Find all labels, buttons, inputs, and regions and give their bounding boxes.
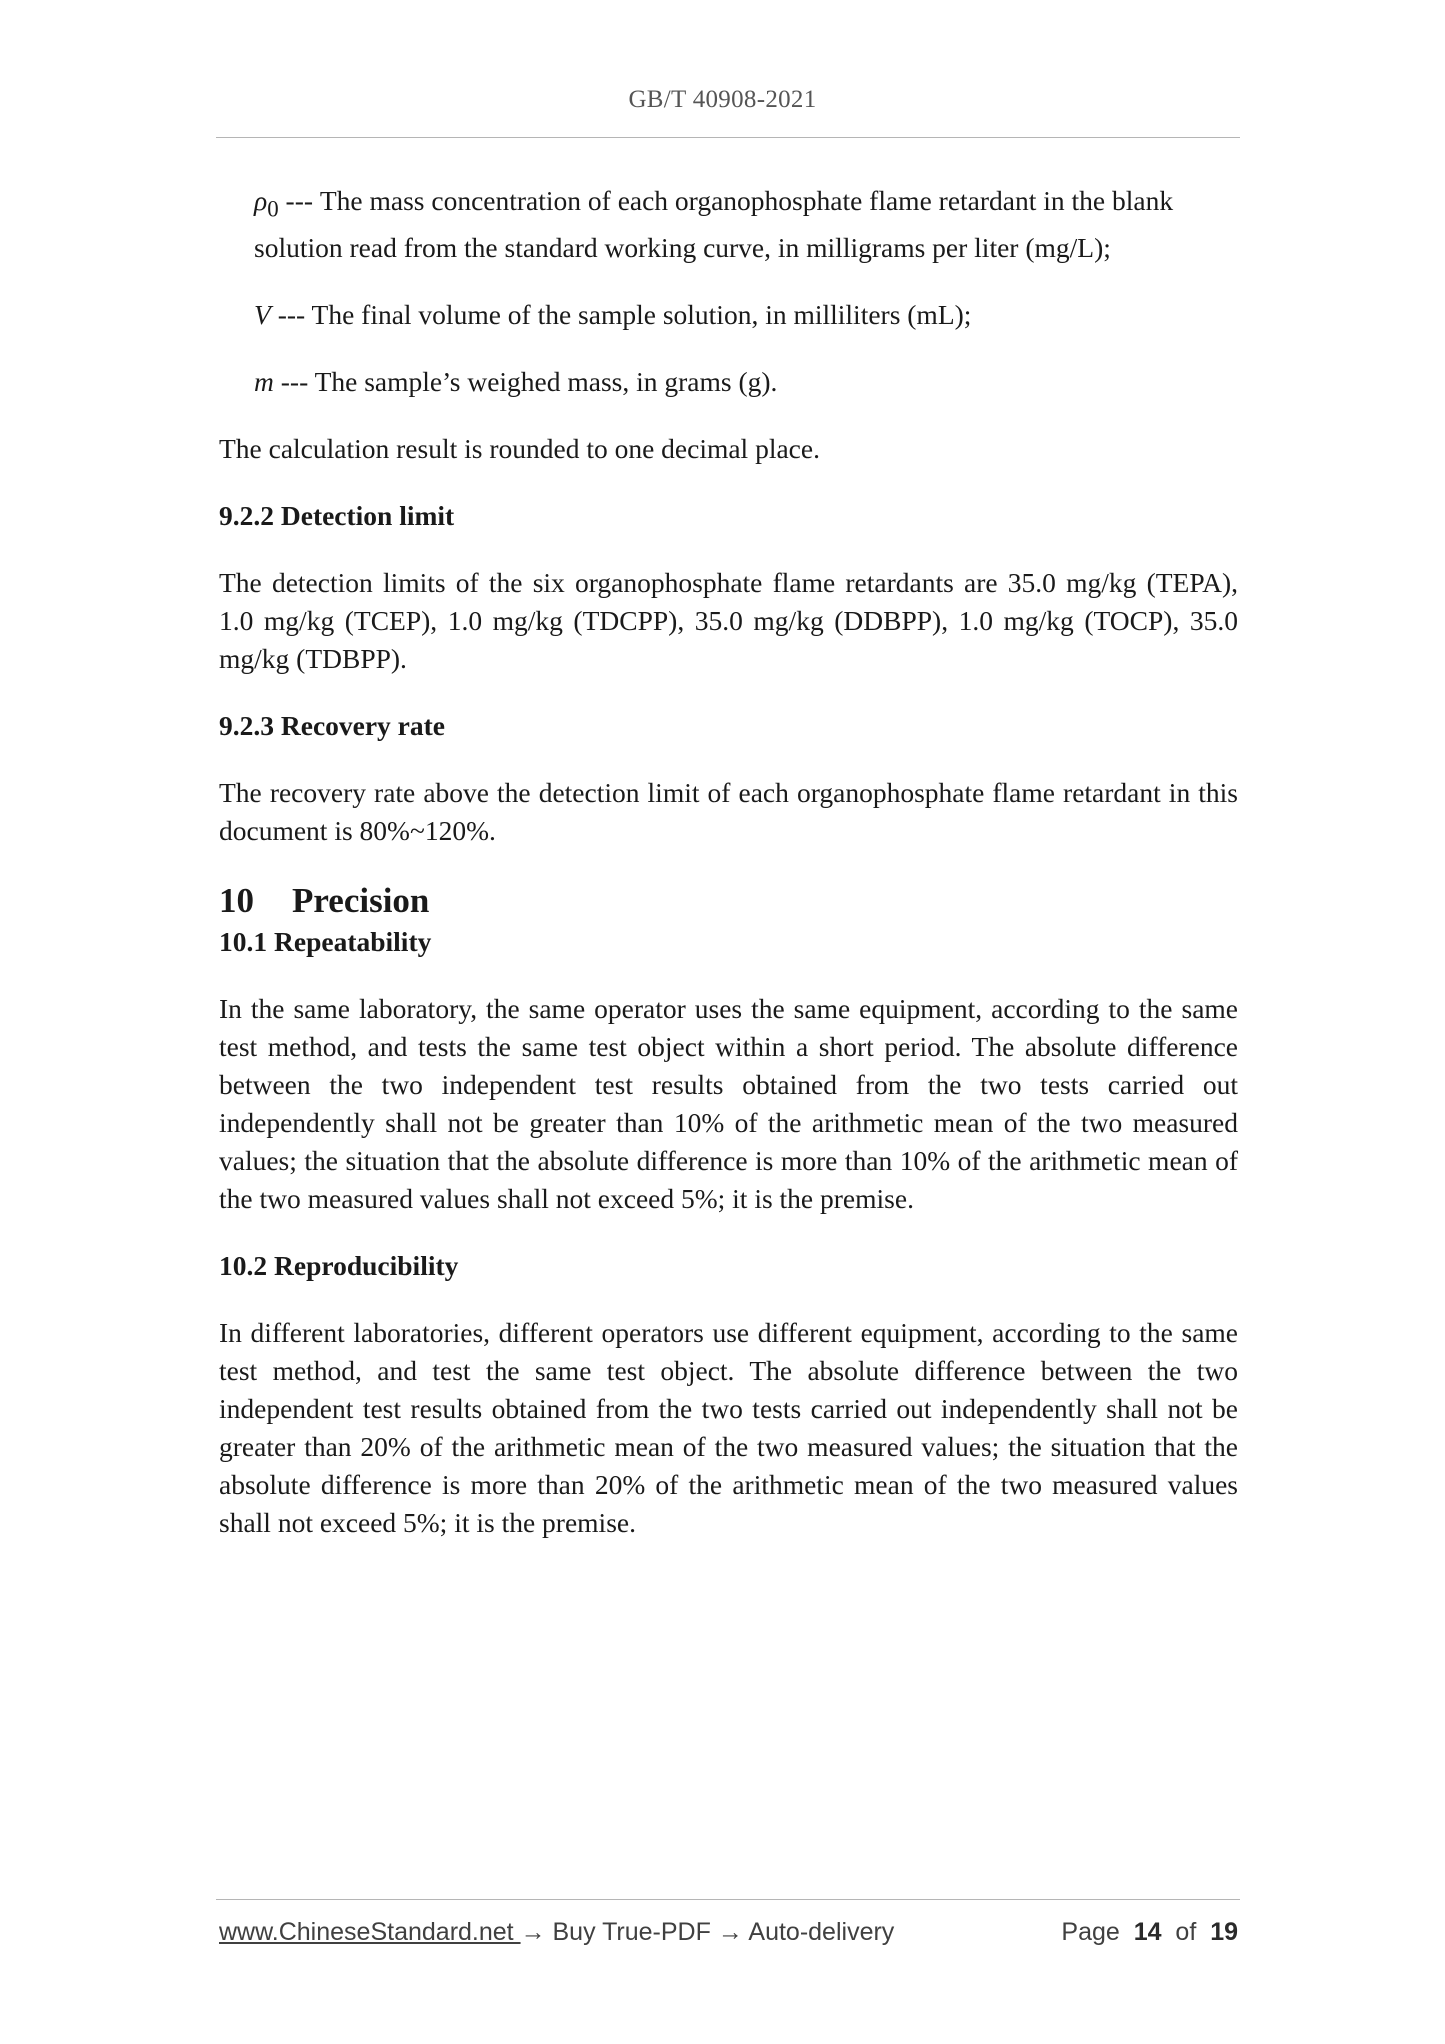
variable-symbol: V	[254, 298, 271, 330]
section-9-2-3-title: 9.2.3 Recovery rate	[219, 709, 446, 741]
footer-tagline: → Buy True-PDF → Auto-delivery	[520, 1918, 895, 1946]
page-label: Page	[1061, 1918, 1120, 1946]
footer-divider	[216, 1899, 1240, 1900]
footer-promo	[219, 1918, 894, 1947]
chapter-10-heading	[219, 879, 1238, 923]
header-divider	[216, 137, 1240, 138]
section-9-2-2-text: The detection limits of the six organophosphate flame retardants are 35.0 mg/kg (TEPA), 1.0 mg/kg (TCEP), 1.0 mg/kg (TDCPP), 35.0 mg/kg (DDBPP), 1.0 mg/kg (TOCP), 35.0 mg/kg (TDBPP).	[219, 566, 1238, 674]
variable-v	[219, 296, 1238, 334]
of-label: of	[1175, 1918, 1197, 1946]
variable-description: --- The sample’s weighed mass, in grams (g).	[273, 365, 778, 397]
chapter-title: Precision	[292, 880, 430, 920]
variable-description: --- The mass concentration of each organophosphate flame retardant in the blank solution read from the standard working curve, in milligrams per liter (mg/L);	[254, 185, 1174, 263]
variable-symbol: m	[254, 365, 274, 397]
section-10-2-title: 10.2 Reproducibility	[219, 1249, 459, 1281]
chapter-number: 10	[219, 880, 254, 920]
document-code-header: GB/T 40908-2021	[628, 86, 817, 113]
section-10-1-title: 10.1 Repeatability	[219, 925, 432, 957]
page-footer	[219, 1918, 1238, 1958]
rounding-note: The calculation result is rounded to one decimal place.	[219, 432, 820, 464]
section-9-2-3-text: The recovery rate above the detection limit of each organophosphate flame retardant in this document is 80%~120%.	[219, 776, 1238, 846]
variable-m	[219, 363, 1238, 401]
current-page-number: 14	[1133, 1918, 1162, 1946]
section-9-2-2-title: 9.2.2 Detection limit	[219, 499, 455, 531]
website-link[interactable]: www.ChineseStandard.net	[219, 1918, 521, 1946]
section-10-1-text: In the same laboratory, the same operator uses the same equipment, according to the same test method, and tests the same test object within a short period. The absolute difference between the two independent test results obtained from the two tests carried out independently shall not be greater than 10% of the arithmetic mean of the two measured values; the situation that the absolute difference is more than 10% of the arithmetic mean of the two measured values shall not exceed 5%; it is the premise.	[219, 992, 1238, 1214]
variable-subscript: 0	[267, 196, 279, 222]
total-page-number: 19	[1210, 1918, 1238, 1946]
section-10-2-text: In different laboratories, different operators use different equipment, according to the same test method, and test the same test object. The absolute difference between the two independent test results obtained from the two tests carried out independently shall not be greater than 20% of the arithmetic mean of the two measured values; the situation that the absolute difference is more than 20% of the arithmetic mean of the two measured values shall not exceed 5%; it is the premise.	[219, 1316, 1238, 1538]
page-indicator	[1061, 1918, 1238, 1947]
variable-rho0	[219, 182, 1238, 267]
variable-symbol: ρ	[254, 185, 268, 216]
page-content	[219, 182, 1238, 1571]
variable-description: --- The final volume of the sample solution, in milliliters (mL);	[270, 298, 972, 330]
